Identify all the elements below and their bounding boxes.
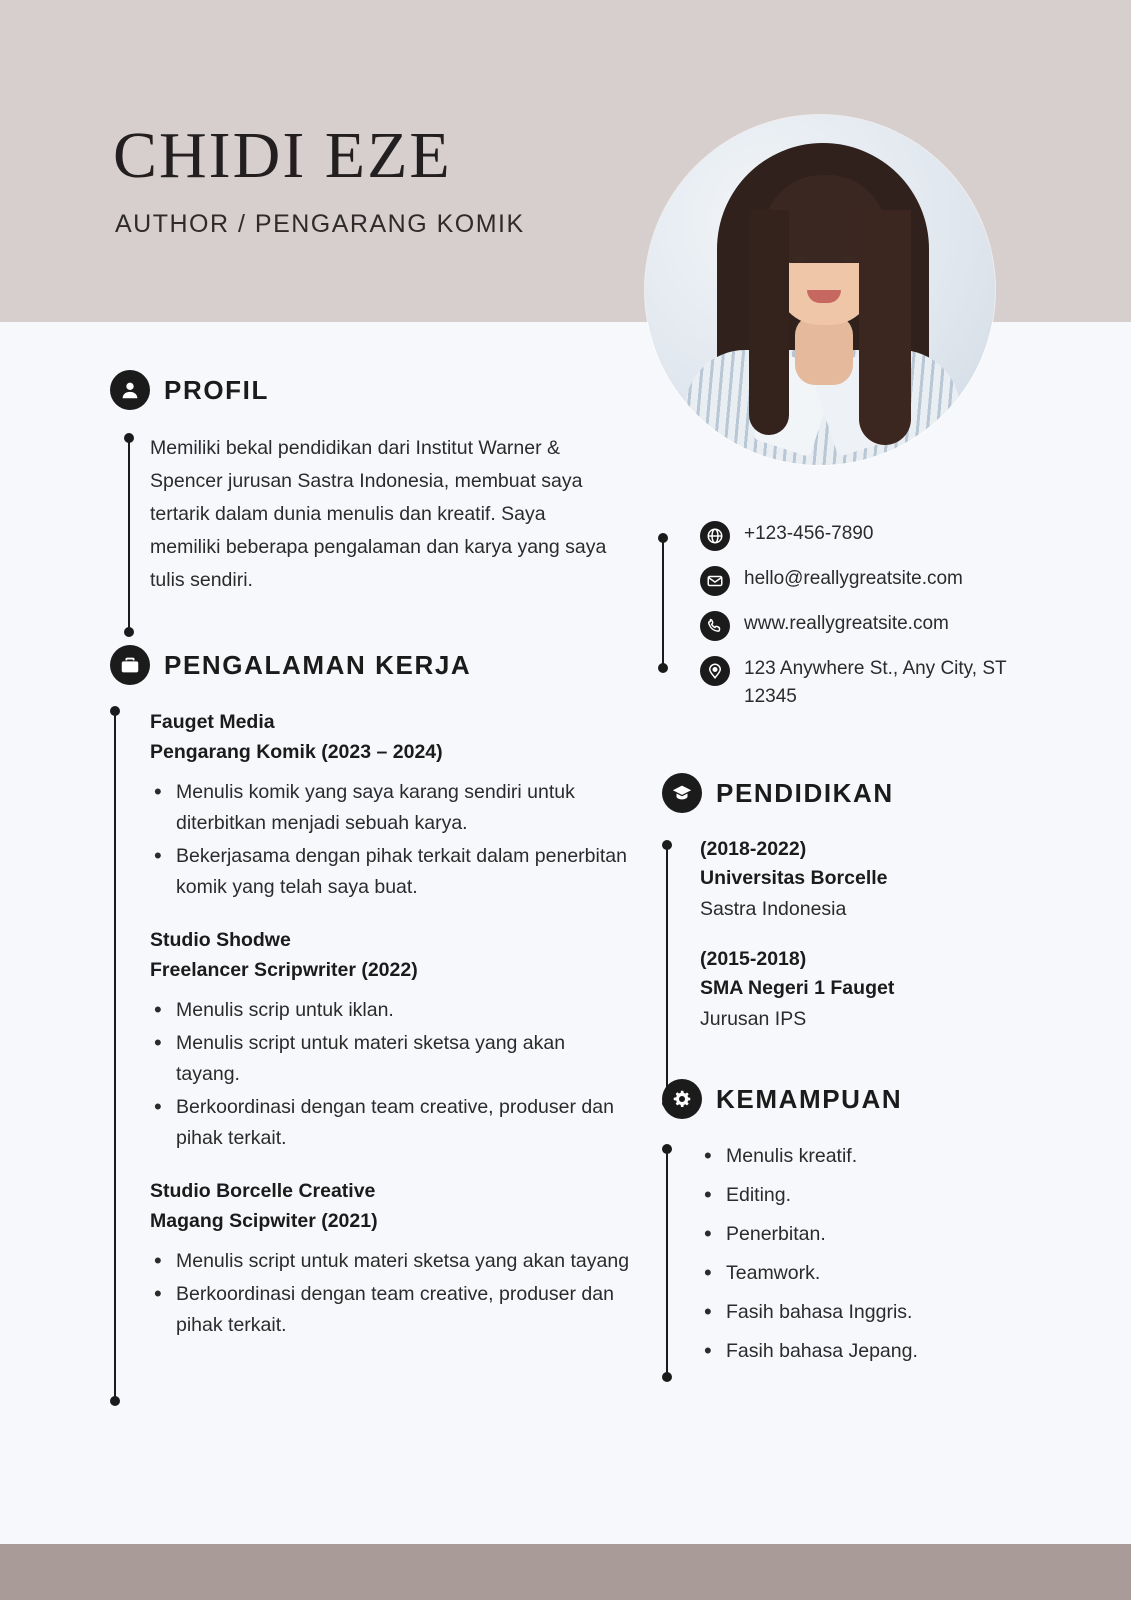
skills-heading	[662, 1079, 1022, 1119]
right-column	[662, 520, 1022, 1369]
profile-text: Memiliki bekal pendidikan dari Institut Warner & Spencer jurusan Sastra Indonesia, membuat saya tertarik dalam dunia menulis dan kreatif. Saya memiliki beberapa pengalaman dan karya yang saya tulis sendiri.	[150, 437, 607, 591]
skills-title: KEMAMPUAN	[716, 1083, 903, 1114]
experience-points	[150, 995, 630, 1154]
location-pin-icon	[700, 656, 730, 686]
page-title: CHIDI EZE	[113, 119, 452, 192]
experience-item	[150, 925, 630, 1154]
experience-company: Fauget Media	[150, 711, 275, 733]
envelope-icon	[700, 566, 730, 596]
experience-item	[150, 707, 630, 903]
contact-rail	[662, 538, 664, 668]
list-item: • Menulis komik yang saya karang sendiri untuk diterbitkan menjadi sebuah karya.	[150, 777, 630, 839]
experience-company: Studio Borcelle Creative	[150, 1180, 376, 1202]
list-item: • Menulis script untuk materi sketsa yang akan tayang.	[150, 1028, 630, 1090]
education-school: SMA Negeri 1 Fauget	[700, 977, 895, 999]
list-item: • Teamwork.	[700, 1258, 1022, 1289]
list-item: • Penerbitan.	[700, 1219, 1022, 1250]
list-item: • Menulis scrip untuk iklan.	[150, 995, 630, 1026]
education-rail	[666, 845, 668, 1103]
contact-phone[interactable]	[700, 520, 1022, 551]
education-title: PENDIDIKAN	[716, 777, 894, 808]
briefcase-icon	[110, 645, 150, 685]
list-item: • Bekerjasama dengan pihak terkait dalam penerbitan komik yang telah saya buat.	[150, 841, 630, 903]
job-role-subtitle: AUTHOR / PENGARANG KOMIK	[115, 210, 525, 238]
list-item: • Fasih bahasa Inggris.	[700, 1297, 1022, 1328]
experience-position: Freelancer Scripwriter (2022)	[150, 959, 418, 981]
experience-heading	[110, 645, 630, 685]
education-years: (2015-2018)	[700, 948, 807, 970]
education-major: Jurusan IPS	[700, 1008, 807, 1030]
experience-position: Pengarang Komik (2023 – 2024)	[150, 741, 443, 763]
globe-icon	[700, 521, 730, 551]
experience-points	[150, 1246, 630, 1341]
contact-website-text: www.reallygreatsite.com	[744, 613, 949, 634]
left-column	[110, 370, 630, 1363]
profile-heading	[110, 370, 630, 410]
experience-points	[150, 777, 630, 903]
contact-email-text: hello@reallygreatsite.com	[744, 568, 963, 589]
contact-phone-text: +123-456-7890	[744, 523, 874, 544]
list-item: • Menulis kreatif.	[700, 1141, 1022, 1172]
education-item	[700, 835, 1022, 925]
list-item: • Fasih bahasa Jepang.	[700, 1336, 1022, 1367]
experience-title: PENGALAMAN KERJA	[164, 649, 472, 680]
education-school: Universitas Borcelle	[700, 867, 888, 889]
education-item	[700, 945, 1022, 1035]
list-item: • Editing.	[700, 1180, 1022, 1211]
avatar	[645, 115, 995, 465]
photo-hair-right	[859, 210, 911, 445]
skills-list	[700, 1141, 1022, 1367]
experience-section	[110, 645, 630, 1341]
photo-neck	[795, 315, 853, 385]
skills-rail	[666, 1149, 668, 1377]
list-item: • Berkoordinasi dengan team creative, produser dan pihak terkait.	[150, 1092, 630, 1154]
contact-address[interactable]	[700, 655, 1022, 711]
contact-website[interactable]	[700, 610, 1022, 641]
experience-company: Studio Shodwe	[150, 929, 291, 951]
contact-email[interactable]	[700, 565, 1022, 596]
graduation-cap-icon	[662, 773, 702, 813]
gear-icon	[662, 1079, 702, 1119]
experience-rail	[114, 711, 116, 1401]
contact-address-text: 123 Anywhere St., Any City, ST 12345	[744, 658, 1007, 707]
profile-section	[110, 370, 630, 597]
photo-eye-left	[793, 255, 807, 261]
photo-hair-left	[749, 210, 789, 435]
photo-eye-right	[841, 255, 855, 261]
education-years: (2018-2022)	[700, 838, 807, 860]
phone-icon	[700, 611, 730, 641]
education-major: Sastra Indonesia	[700, 898, 847, 920]
education-heading	[662, 773, 1022, 813]
education-section	[662, 773, 1022, 1035]
footer-band	[0, 1544, 1131, 1600]
experience-position: Magang Scipwiter (2021)	[150, 1210, 378, 1232]
profile-rail	[128, 438, 130, 632]
profile-title: PROFIL	[164, 374, 269, 405]
list-item: • Berkoordinasi dengan team creative, produser dan pihak terkait.	[150, 1279, 630, 1341]
person-icon	[110, 370, 150, 410]
list-item: • Menulis script untuk materi sketsa yang akan tayang	[150, 1246, 630, 1277]
skills-section	[662, 1079, 1022, 1367]
contact-section	[662, 520, 1022, 711]
experience-item	[150, 1176, 630, 1341]
